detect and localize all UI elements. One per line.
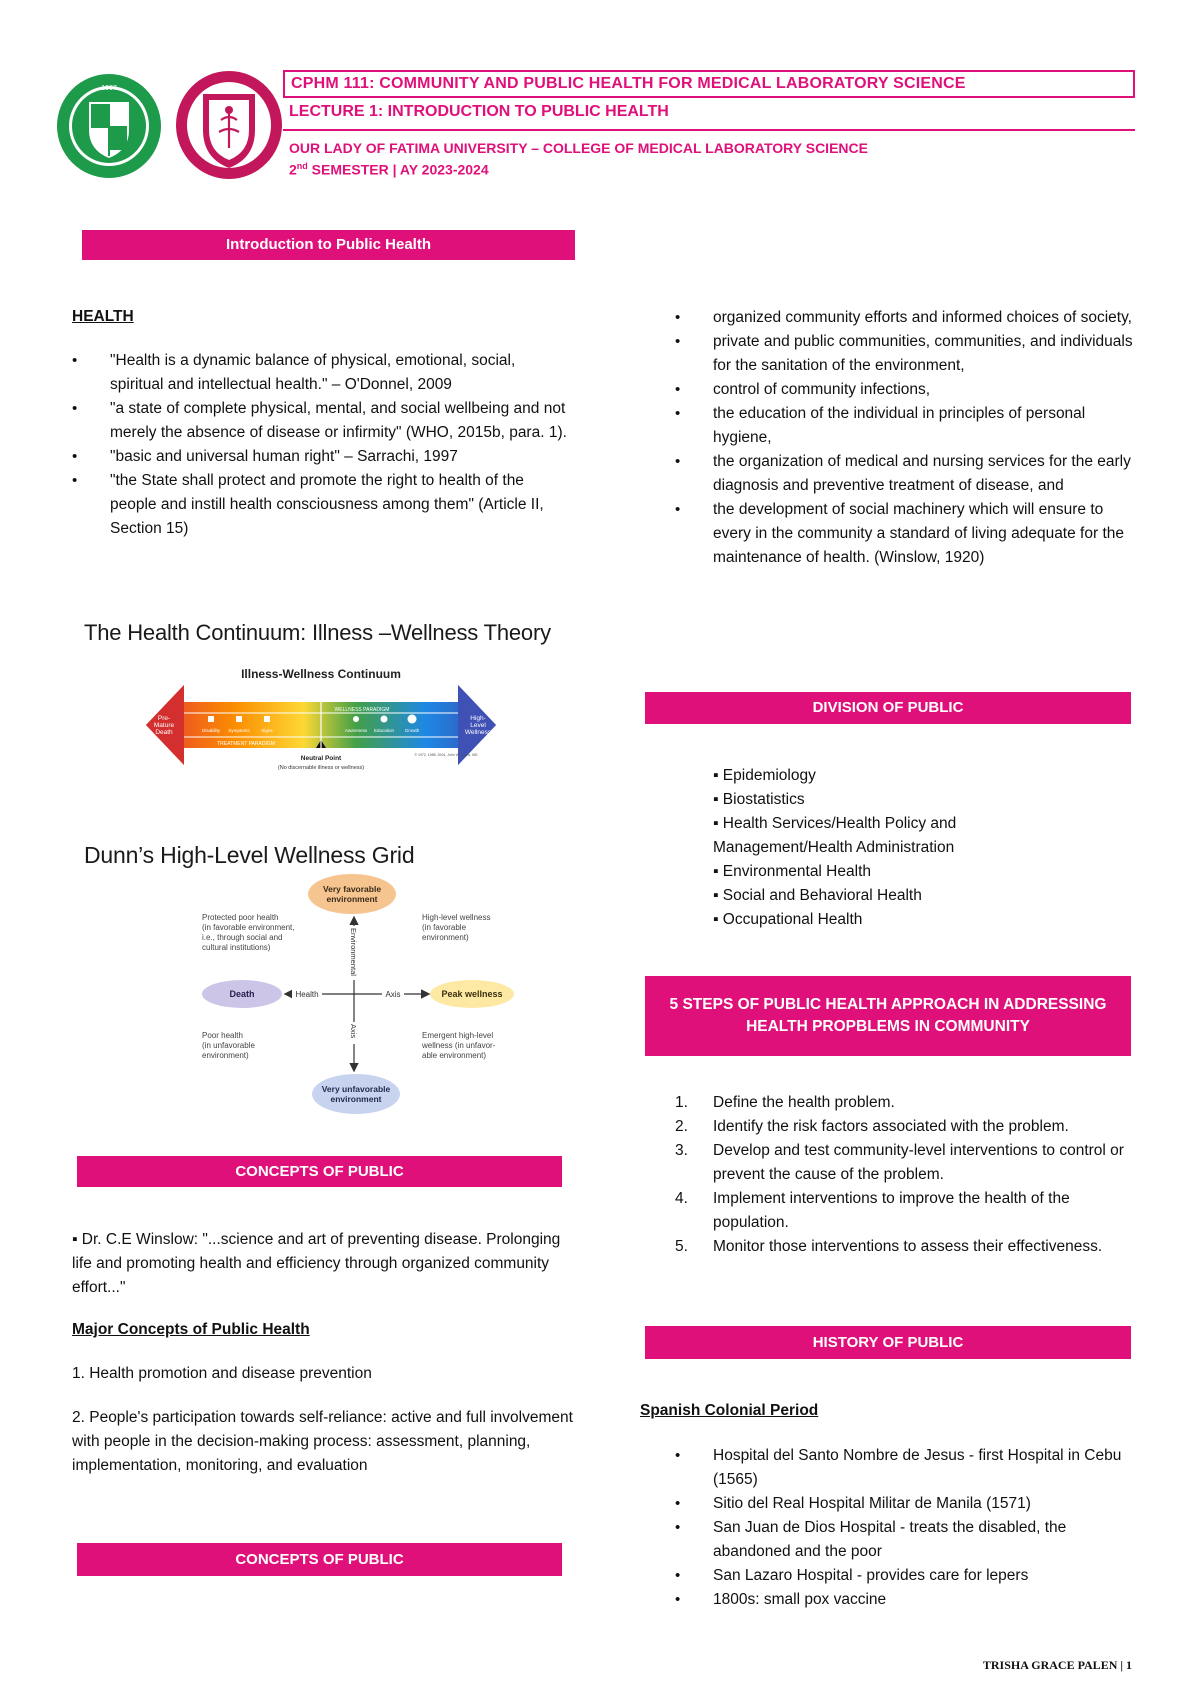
- concepts-section-bar-2: CONCEPTS OF PUBLIC: [77, 1543, 562, 1576]
- list-item: • control of community infections,: [675, 378, 1140, 402]
- svg-text:environment: environment: [326, 894, 378, 904]
- svg-text:Protected poor health: Protected poor health: [202, 913, 279, 922]
- concepts-section-bar: CONCEPTS OF PUBLIC: [77, 1156, 562, 1187]
- list-item: • San Juan de Dios Hospital - treats the disabled, the abandoned and the poor: [675, 1516, 1140, 1564]
- svg-text:environment): environment): [422, 933, 469, 942]
- steps-list: [675, 1091, 1140, 1259]
- svg-text:TREATMENT PARADIGM: TREATMENT PARADIGM: [217, 741, 275, 747]
- svg-text:wellness (in unfavor-: wellness (in unfavor-: [422, 1041, 496, 1050]
- svg-text:Death: Death: [155, 729, 173, 736]
- semester-label: 2nd SEMESTER | AY 2023-2024: [289, 161, 489, 178]
- winslow-components-list: [675, 306, 1140, 570]
- lecture-title: LECTURE 1: INTRODUCTION TO PUBLIC HEALTH: [289, 103, 669, 120]
- header-divider: [283, 129, 1135, 131]
- svg-text:Axis: Axis: [349, 1024, 358, 1039]
- list-item: 5. Monitor those interventions to assess their effectiveness.: [675, 1238, 1103, 1255]
- illness-wellness-continuum-diagram: [146, 660, 496, 788]
- health-heading: HEALTH: [72, 308, 134, 325]
- svg-text:© 1972, 1988, 2004, John W. Tr: © 1972, 1988, 2004, John W. Travis, MD: [414, 753, 478, 757]
- svg-text:Emergent high-level: Emergent high-level: [422, 1031, 494, 1040]
- svg-text:Growth: Growth: [404, 728, 420, 733]
- list-item: 2. Identify the risk factors associated with the problem.: [675, 1118, 1069, 1135]
- page-footer: TRISHA GRACE PALEN | 1: [982, 1658, 1132, 1672]
- list-item: • 1800s: small pox vaccine: [675, 1588, 1140, 1612]
- major-concepts-heading: Major Concepts of Public Health: [72, 1321, 310, 1338]
- spanish-period-heading: Spanish Colonial Period: [640, 1402, 819, 1419]
- svg-text:(in unfavorable: (in unfavorable: [202, 1041, 255, 1050]
- svg-text:WELLNESS PARADIGM: WELLNESS PARADIGM: [334, 707, 390, 713]
- steps-section-bar: 5 STEPS OF PUBLIC HEALTH APPROACH IN ADDRESSING HEALTH PROPBLEMS IN COMMUNITY: [645, 976, 1131, 1056]
- svg-text:environment): environment): [202, 1051, 249, 1060]
- list-item: • the organization of medical and nursing services for the early diagnosis and preventive treatment of disease, and: [675, 450, 1140, 498]
- list-item: 3. Develop and test community-level interventions to control or prevent the cause of the problem.: [675, 1142, 1124, 1183]
- list-item: ▪ Biostatistics: [713, 791, 805, 808]
- svg-text:Awareness: Awareness: [344, 728, 368, 733]
- svg-text:(in favorable environment,: (in favorable environment,: [202, 923, 295, 932]
- list-item: • Sitio del Real Hospital Militar de Manila (1571): [675, 1492, 1140, 1516]
- svg-text:environment: environment: [330, 1094, 382, 1104]
- course-title: CPHM 111: COMMUNITY AND PUBLIC HEALTH FOR MEDICAL LABORATORY SCIENCE: [283, 70, 1135, 98]
- continuum-heading: Illness-Wellness Continuum: [241, 667, 401, 681]
- svg-text:Pre-: Pre-: [157, 715, 171, 722]
- list-item: ▪ Health Services/Health Policy and Management/Health Administration: [713, 815, 957, 856]
- dunn-wellness-grid-diagram: [196, 870, 528, 1118]
- seal-year: 1967: [101, 85, 117, 92]
- svg-text:Neutral Point: Neutral Point: [300, 755, 342, 762]
- list-item: • "Health is a dynamic balance of physical, emotional, social, spiritual and intellectual health." – O'Donnel, 2009: [72, 349, 572, 397]
- svg-text:High-level wellness: High-level wellness: [422, 913, 491, 922]
- division-section-bar: DIVISION OF PUBLIC: [645, 692, 1131, 724]
- svg-text:Poor health: Poor health: [202, 1031, 243, 1040]
- svg-text:Death: Death: [229, 989, 255, 999]
- intro-section-bar: Introduction to Public Health: [82, 230, 575, 260]
- list-item: • Hospital del Santo Nombre de Jesus - first Hospital in Cebu (1565): [675, 1444, 1140, 1492]
- svg-text:High-: High-: [470, 715, 486, 722]
- divisions-list: [713, 764, 1043, 932]
- winslow-quote: ▪ Dr. C.E Winslow: "...science and art of preventing disease. Prolonging life and promoting health and efficiency through organized community effort...": [72, 1231, 561, 1296]
- list-item: ▪ Social and Behavioral Health: [713, 887, 922, 904]
- list-item: 4. Implement interventions to improve the health of the population.: [675, 1190, 1070, 1231]
- svg-text:Education: Education: [373, 728, 395, 733]
- svg-text:able environment): able environment): [422, 1051, 487, 1060]
- list-item: 1. Define the health problem.: [675, 1094, 895, 1111]
- list-item: • the education of the individual in principles of personal hygiene,: [675, 402, 1140, 450]
- spanish-period-list: [675, 1444, 1140, 1612]
- list-item: • "a state of complete physical, mental, and social wellbeing and not merely the absence of disease or infirmity" (WHO, 2015b, para. 1).: [72, 397, 572, 445]
- svg-text:cultural institutions): cultural institutions): [202, 943, 271, 952]
- svg-text:Symptoms: Symptoms: [228, 728, 250, 733]
- college-seal-logo: [175, 70, 283, 180]
- svg-text:Disability: Disability: [201, 728, 221, 733]
- list-item: ▪ Occupational Health: [713, 911, 863, 928]
- list-item: • private and public communities, communities, and individuals for the sanitation of the environment,: [675, 330, 1140, 378]
- svg-text:Peak wellness: Peak wellness: [441, 989, 503, 999]
- university-seal-logo: [55, 72, 163, 180]
- list-item: • San Lazaro Hospital - provides care for lepers: [675, 1564, 1140, 1588]
- svg-text:(No discernable illness or wel: (No discernable illness or wellness): [277, 765, 365, 771]
- dunn-figure-title: Dunn’s High-Level Wellness Grid: [84, 842, 415, 868]
- list-item: ▪ Epidemiology: [713, 767, 816, 784]
- svg-text:Very unfavorable: Very unfavorable: [321, 1084, 391, 1094]
- major-concept-1: 1. Health promotion and disease prevention: [72, 1365, 372, 1382]
- svg-text:Health: Health: [295, 990, 319, 999]
- svg-text:Very favorable: Very favorable: [322, 884, 382, 894]
- svg-text:(in favorable: (in favorable: [422, 923, 467, 932]
- svg-text:Wellness: Wellness: [464, 729, 492, 736]
- history-section-bar: HISTORY OF PUBLIC: [645, 1326, 1131, 1359]
- health-definitions-list: [72, 349, 572, 541]
- major-concept-2: 2. People's participation towards self-reliance: active and full involvement with people in the decision-making process: assessment, planning, implementation, monitoring, and evaluation: [72, 1409, 573, 1474]
- list-item: • "the State shall protect and promote the right to health of the people and instill health consciousness among them" (Article II, Section 15): [72, 469, 572, 541]
- svg-text:Level: Level: [470, 722, 486, 729]
- svg-text:Mature: Mature: [153, 722, 175, 729]
- svg-text:Axis: Axis: [385, 990, 401, 999]
- list-item: • the development of social machinery which will ensure to every in the community a standard of living adequate for the maintenance of health. (Winslow, 1920): [675, 498, 1140, 570]
- svg-text:Environmental: Environmental: [349, 928, 358, 976]
- continuum-figure-title: The Health Continuum: Illness –Wellness Theory: [84, 620, 551, 645]
- svg-text:i.e., through social and: i.e., through social and: [202, 933, 283, 942]
- school-name: OUR LADY OF FATIMA UNIVERSITY – COLLEGE OF MEDICAL LABORATORY SCIENCE: [289, 140, 868, 156]
- svg-text:Signs: Signs: [261, 728, 273, 733]
- list-item: ▪ Environmental Health: [713, 863, 871, 880]
- list-item: • "basic and universal human right" – Sarrachi, 1997: [72, 445, 572, 469]
- list-item: • organized community efforts and informed choices of society,: [675, 306, 1140, 330]
